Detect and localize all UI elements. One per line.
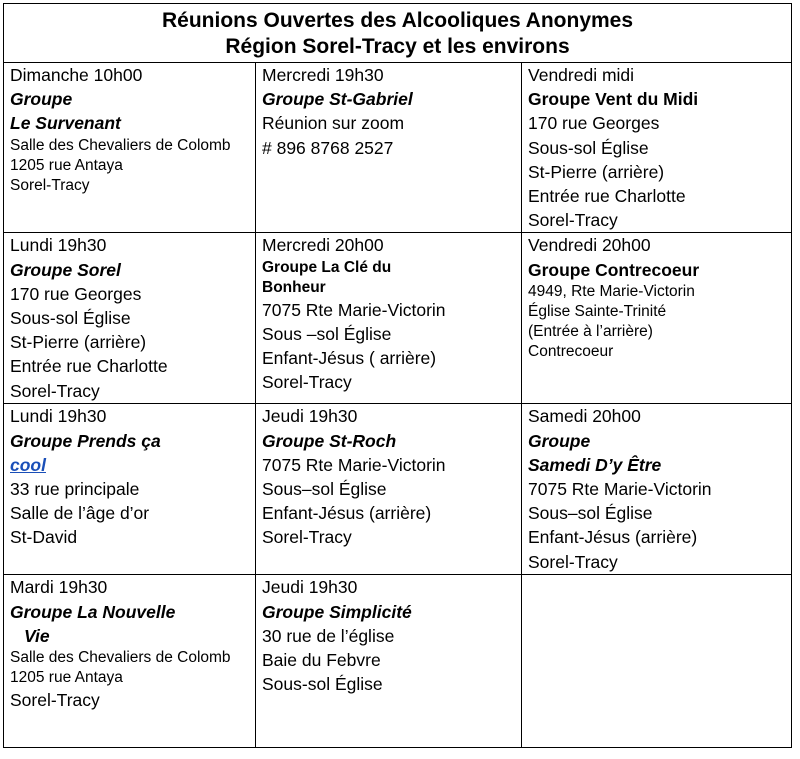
meeting-cell-monday-st-david [4, 404, 256, 575]
meeting-day: Jeudi 19h30 [262, 406, 358, 427]
meeting-cell-wednesday-2000 [256, 233, 522, 404]
meeting-cell-wednesday-1930 [256, 63, 522, 233]
title-line-1: Réunions Ouvertes des Alcooliques Anonymes [161, 9, 634, 32]
title-line-2: Région Sorel-Tracy et les environs [225, 35, 570, 58]
group-name: Groupe St-Roch [262, 430, 397, 451]
group-name: Groupe La Nouvelle [10, 601, 176, 622]
meeting-address: 30 rue de l’église [262, 625, 395, 646]
meeting-cell-saturday [522, 404, 792, 575]
meeting-address: Église Sainte-Trinité [528, 302, 667, 320]
meeting-address: Enfant-Jésus ( arrière) [262, 348, 437, 369]
meeting-address: St-David [10, 527, 78, 548]
meeting-address: 7075 Rte Marie-Victorin [262, 454, 446, 475]
meeting-day: Mardi 19h30 [10, 577, 108, 598]
table-row [4, 575, 792, 748]
meeting-address: Sous –sol Église [262, 323, 392, 344]
group-name: Groupe [528, 430, 591, 451]
meeting-address: Salle des Chevaliers de Colomb [10, 136, 231, 154]
meeting-address: Sorel-Tracy [10, 176, 90, 194]
meeting-address: Contrecoeur [528, 342, 614, 360]
group-name-link[interactable]: cool [10, 454, 46, 475]
meeting-address: Entrée rue Charlotte [528, 186, 686, 207]
meeting-address: # 896 8768 2527 [262, 137, 394, 158]
meeting-address: Salle de l’âge d’or [10, 503, 150, 524]
meeting-day: Jeudi 19h30 [262, 577, 358, 598]
meeting-day: Lundi 19h30 [10, 406, 107, 427]
meeting-address: Entrée rue Charlotte [10, 356, 168, 377]
meeting-address: 1205 rue Antaya [10, 669, 123, 687]
meeting-address: 170 rue Georges [528, 113, 660, 134]
meeting-cell-tuesday [4, 575, 256, 748]
table-row [4, 63, 792, 233]
meeting-address: Sous–sol Église [528, 503, 653, 524]
group-name: Samedi D’y Être [528, 454, 662, 475]
meeting-address: Sorel-Tracy [10, 690, 100, 711]
group-name: Groupe Prends ça [10, 430, 161, 451]
meeting-cell-thursday-simplicite [256, 575, 522, 748]
meeting-address: 170 rue Georges [10, 283, 142, 304]
title-cell [4, 4, 792, 63]
meeting-address: St-Pierre (arrière) [10, 332, 147, 353]
group-name: Groupe Vent du Midi [528, 89, 699, 110]
meeting-day: Dimanche 10h00 [10, 65, 143, 85]
meeting-cell-empty [522, 575, 792, 748]
meeting-address: Enfant-Jésus (arrière) [528, 527, 698, 548]
group-name: Le Survenant [10, 113, 121, 134]
group-name: Groupe Contrecoeur [528, 259, 700, 280]
meeting-day: Mercredi 20h00 [262, 235, 384, 256]
group-name: Groupe Simplicité [262, 601, 412, 622]
table-row [4, 233, 792, 404]
meeting-address: 1205 rue Antaya [10, 156, 123, 174]
meeting-address: 4949, Rte Marie-Victorin [528, 282, 695, 300]
group-name: Bonheur [262, 278, 326, 296]
meeting-address: Sous-sol Église [262, 674, 383, 695]
meetings-document [3, 3, 791, 748]
meeting-address: Enfant-Jésus (arrière) [262, 503, 432, 524]
meeting-address: Sorel-Tracy [528, 210, 618, 231]
meeting-cell-sunday [4, 63, 256, 233]
meeting-address: Réunion sur zoom [262, 113, 405, 134]
meeting-day: Samedi 20h00 [528, 406, 641, 427]
meeting-address: Sous-sol Église [10, 308, 131, 329]
group-name: Groupe [10, 89, 73, 110]
meeting-address: 33 rue principale [10, 479, 140, 500]
meetings-table [3, 3, 792, 748]
meeting-cell-friday-noon [522, 63, 792, 233]
table-row [4, 404, 792, 575]
group-name: Groupe Sorel [10, 259, 121, 280]
meeting-address: Baie du Febvre [262, 650, 381, 671]
meeting-day: Mercredi 19h30 [262, 65, 384, 85]
meeting-day: Lundi 19h30 [10, 235, 107, 256]
meeting-cell-monday-sorel [4, 233, 256, 404]
title-row [4, 4, 792, 63]
meeting-address: Sorel-Tracy [262, 372, 352, 393]
group-name: Vie [24, 625, 50, 646]
meeting-address: Sorel-Tracy [528, 551, 618, 572]
meeting-address: Sorel-Tracy [262, 527, 352, 548]
meeting-address: Salle des Chevaliers de Colomb [10, 649, 231, 667]
meeting-address: Sous-sol Église [528, 137, 649, 158]
meeting-address: Sous–sol Église [262, 479, 387, 500]
meeting-address: (Entrée à l’arrière) [528, 322, 653, 340]
meeting-day: Vendredi 20h00 [528, 235, 651, 256]
group-name: Groupe La Clé du [262, 258, 392, 276]
meeting-address: 7075 Rte Marie-Victorin [528, 479, 712, 500]
meeting-cell-thursday-st-roch [256, 404, 522, 575]
meeting-address: Sorel-Tracy [10, 380, 100, 401]
meeting-cell-friday-2000 [522, 233, 792, 404]
meeting-address: St-Pierre (arrière) [528, 161, 665, 182]
group-name: Groupe St-Gabriel [262, 89, 413, 110]
meeting-address: 7075 Rte Marie-Victorin [262, 299, 446, 320]
meeting-day: Vendredi midi [528, 65, 635, 85]
